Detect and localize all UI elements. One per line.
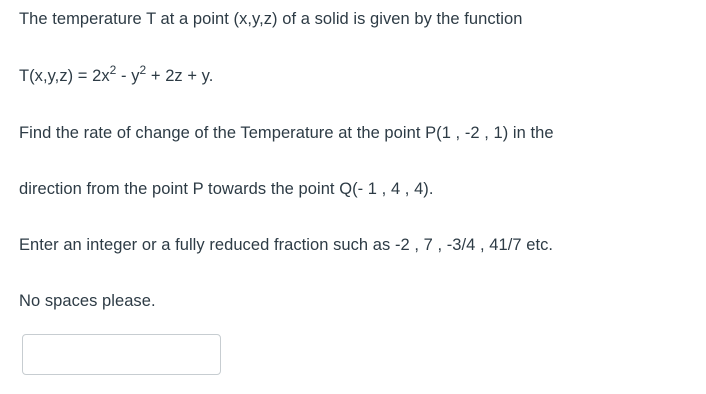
spacing-note: No spaces please.: [19, 292, 156, 310]
temperature-equation: [19, 62, 214, 86]
question-task-line-2: direction from the point P towards the point Q(- 1 , 4 , 4).: [19, 180, 434, 198]
equation-part-2: - y: [116, 67, 140, 85]
question-intro: The temperature T at a point (x,y,z) of a solid is given by the function: [19, 10, 523, 28]
equation-exponent-2: 2: [139, 62, 147, 77]
answer-input[interactable]: [22, 334, 221, 375]
question-task-line-1: Find the rate of change of the Temperature at the point P(1 , -2 , 1) in the: [19, 124, 554, 142]
equation-part-3: + 2z + y.: [146, 67, 214, 85]
format-instruction: Enter an integer or a fully reduced fraction such as -2 , 7 , -3/4 , 41/7 etc.: [19, 236, 554, 254]
equation-part-1: T(x,y,z) = 2x: [19, 67, 110, 85]
equation-exponent-1: 2: [109, 62, 117, 77]
